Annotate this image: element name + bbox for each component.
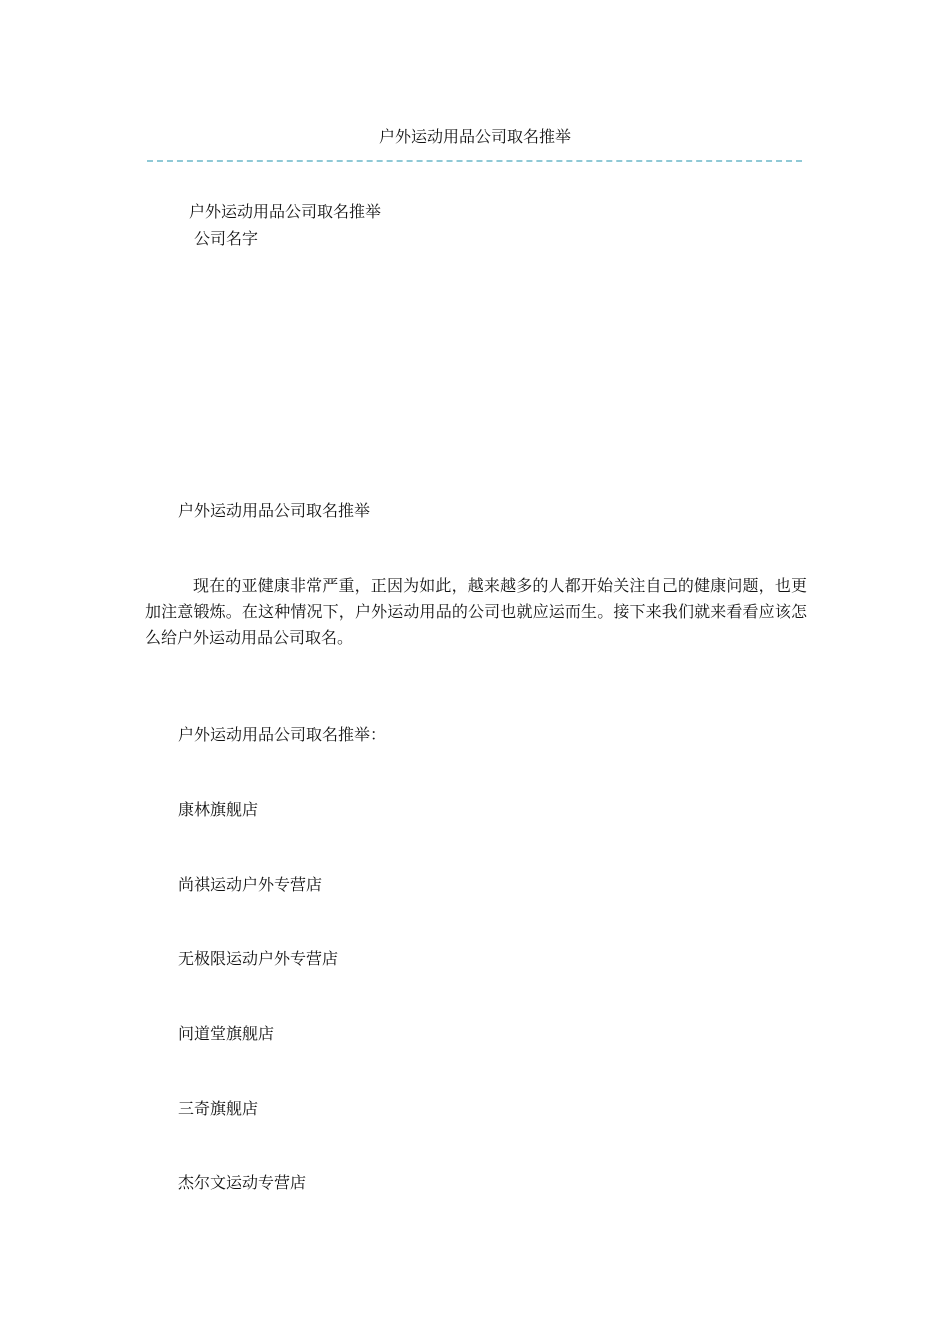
name-list-item: 问道堂旗舰店 (178, 1024, 275, 1043)
name-list-item: 康林旗舰店 (178, 800, 259, 819)
body-paragraph: 现在的亚健康非常严重，正因为如此，越来越多的人都开始关注自己的健康问题，也更加注意锻炼。在这种情况下，户外运动用品的公司也就应运而生。接下来我们就来看看应该怎么给户外运动用品公司取名。 (145, 576, 807, 647)
name-list-item: 无极限运动户外专营店 (178, 949, 339, 968)
name-list-item: 尚祺运动户外专营店 (178, 875, 323, 894)
page-header-title: 户外运动用品公司取名推举 (378, 127, 571, 146)
intro-title: 户外运动用品公司取名推举 (189, 202, 382, 221)
intro-subtitle: 公司名字 (194, 229, 259, 248)
section-heading: 户外运动用品公司取名推举 (178, 501, 371, 520)
name-list-item: 杰尔文运动专营店 (178, 1173, 307, 1192)
name-list-item: 三奇旗舰店 (178, 1099, 259, 1118)
header-dashed-divider (147, 160, 802, 162)
list-heading: 户外运动用品公司取名推举： (178, 725, 387, 744)
